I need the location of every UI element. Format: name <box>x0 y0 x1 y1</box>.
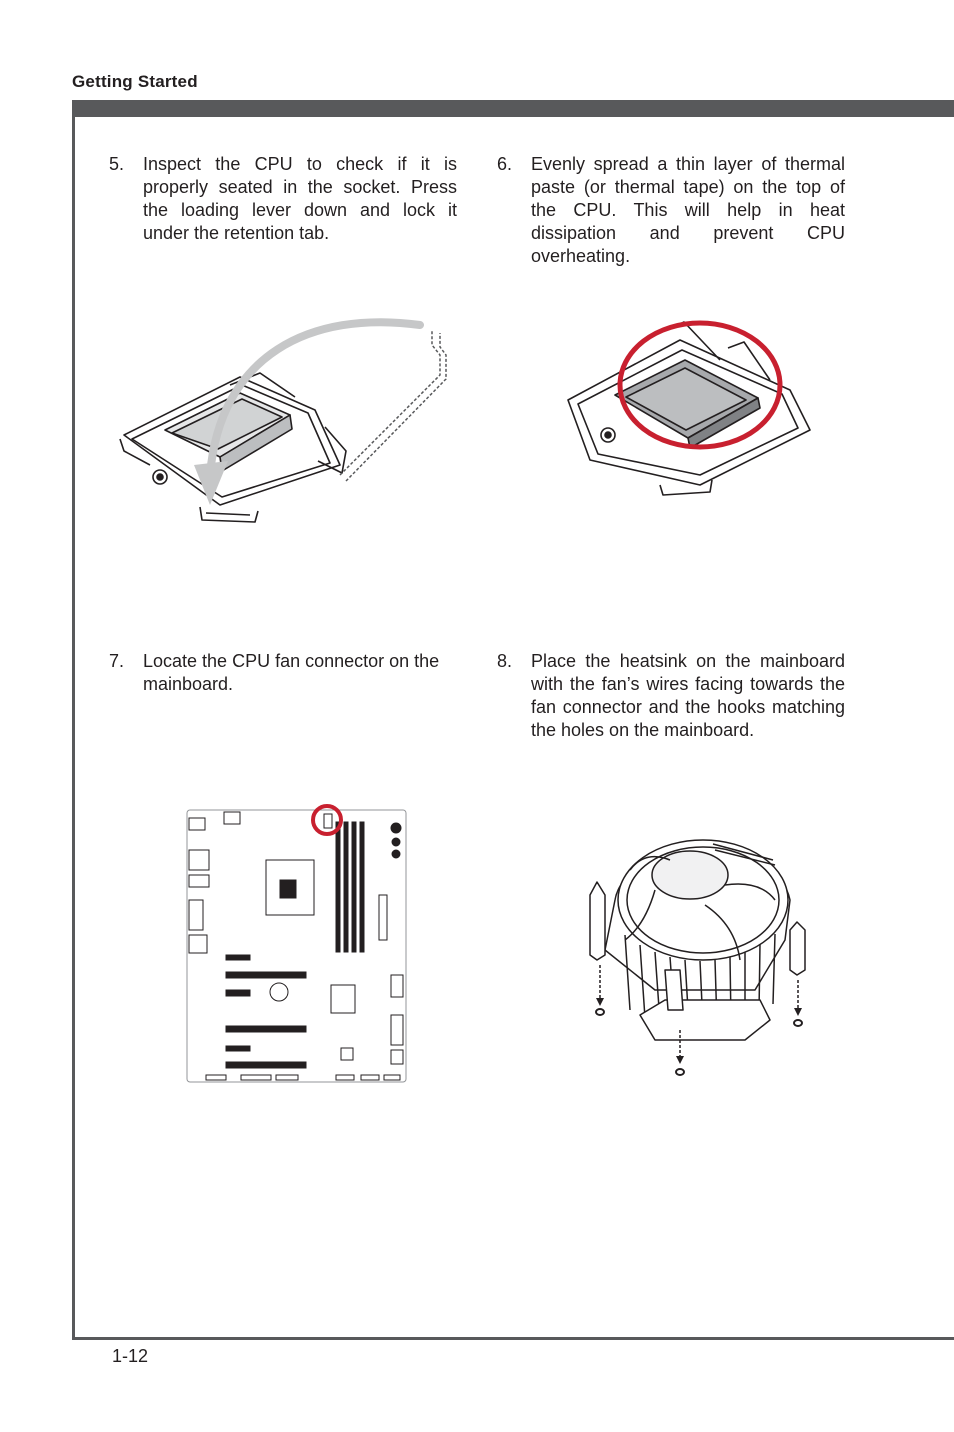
step-text: Place the heatsink on the mainboard with the fan’s wires facing towards the fan connector and the hooks matching the holes on the mainboard. <box>531 651 845 740</box>
mainboard-layout-illustration <box>186 800 408 1085</box>
section-title: Getting Started <box>72 72 198 91</box>
cpu-socket-lever-illustration <box>110 315 470 535</box>
page-number: 1-12 <box>112 1346 149 1366</box>
step-text: Inspect the CPU to check if it is properly seated in the socket. Press the loading lever down and lock it under the retention tab. <box>143 154 457 243</box>
step-number: 7. <box>109 651 125 671</box>
thermal-paste-illustration <box>560 320 820 500</box>
heatsink-fan-illustration <box>585 830 815 1080</box>
step-number: 8. <box>497 651 513 671</box>
left-border-rule <box>72 100 75 1340</box>
step-number: 5. <box>109 154 125 174</box>
header-bar <box>72 100 954 117</box>
bottom-border-rule <box>72 1337 954 1340</box>
step-text: Locate the CPU fan connector on the mainboard. <box>143 651 440 694</box>
step-text: Evenly spread a thin layer of thermal paste (or thermal tape) on the top of the CPU. This will help in heat dissipation and prevent CPU overheating. <box>531 154 845 266</box>
step-number: 6. <box>497 154 513 174</box>
